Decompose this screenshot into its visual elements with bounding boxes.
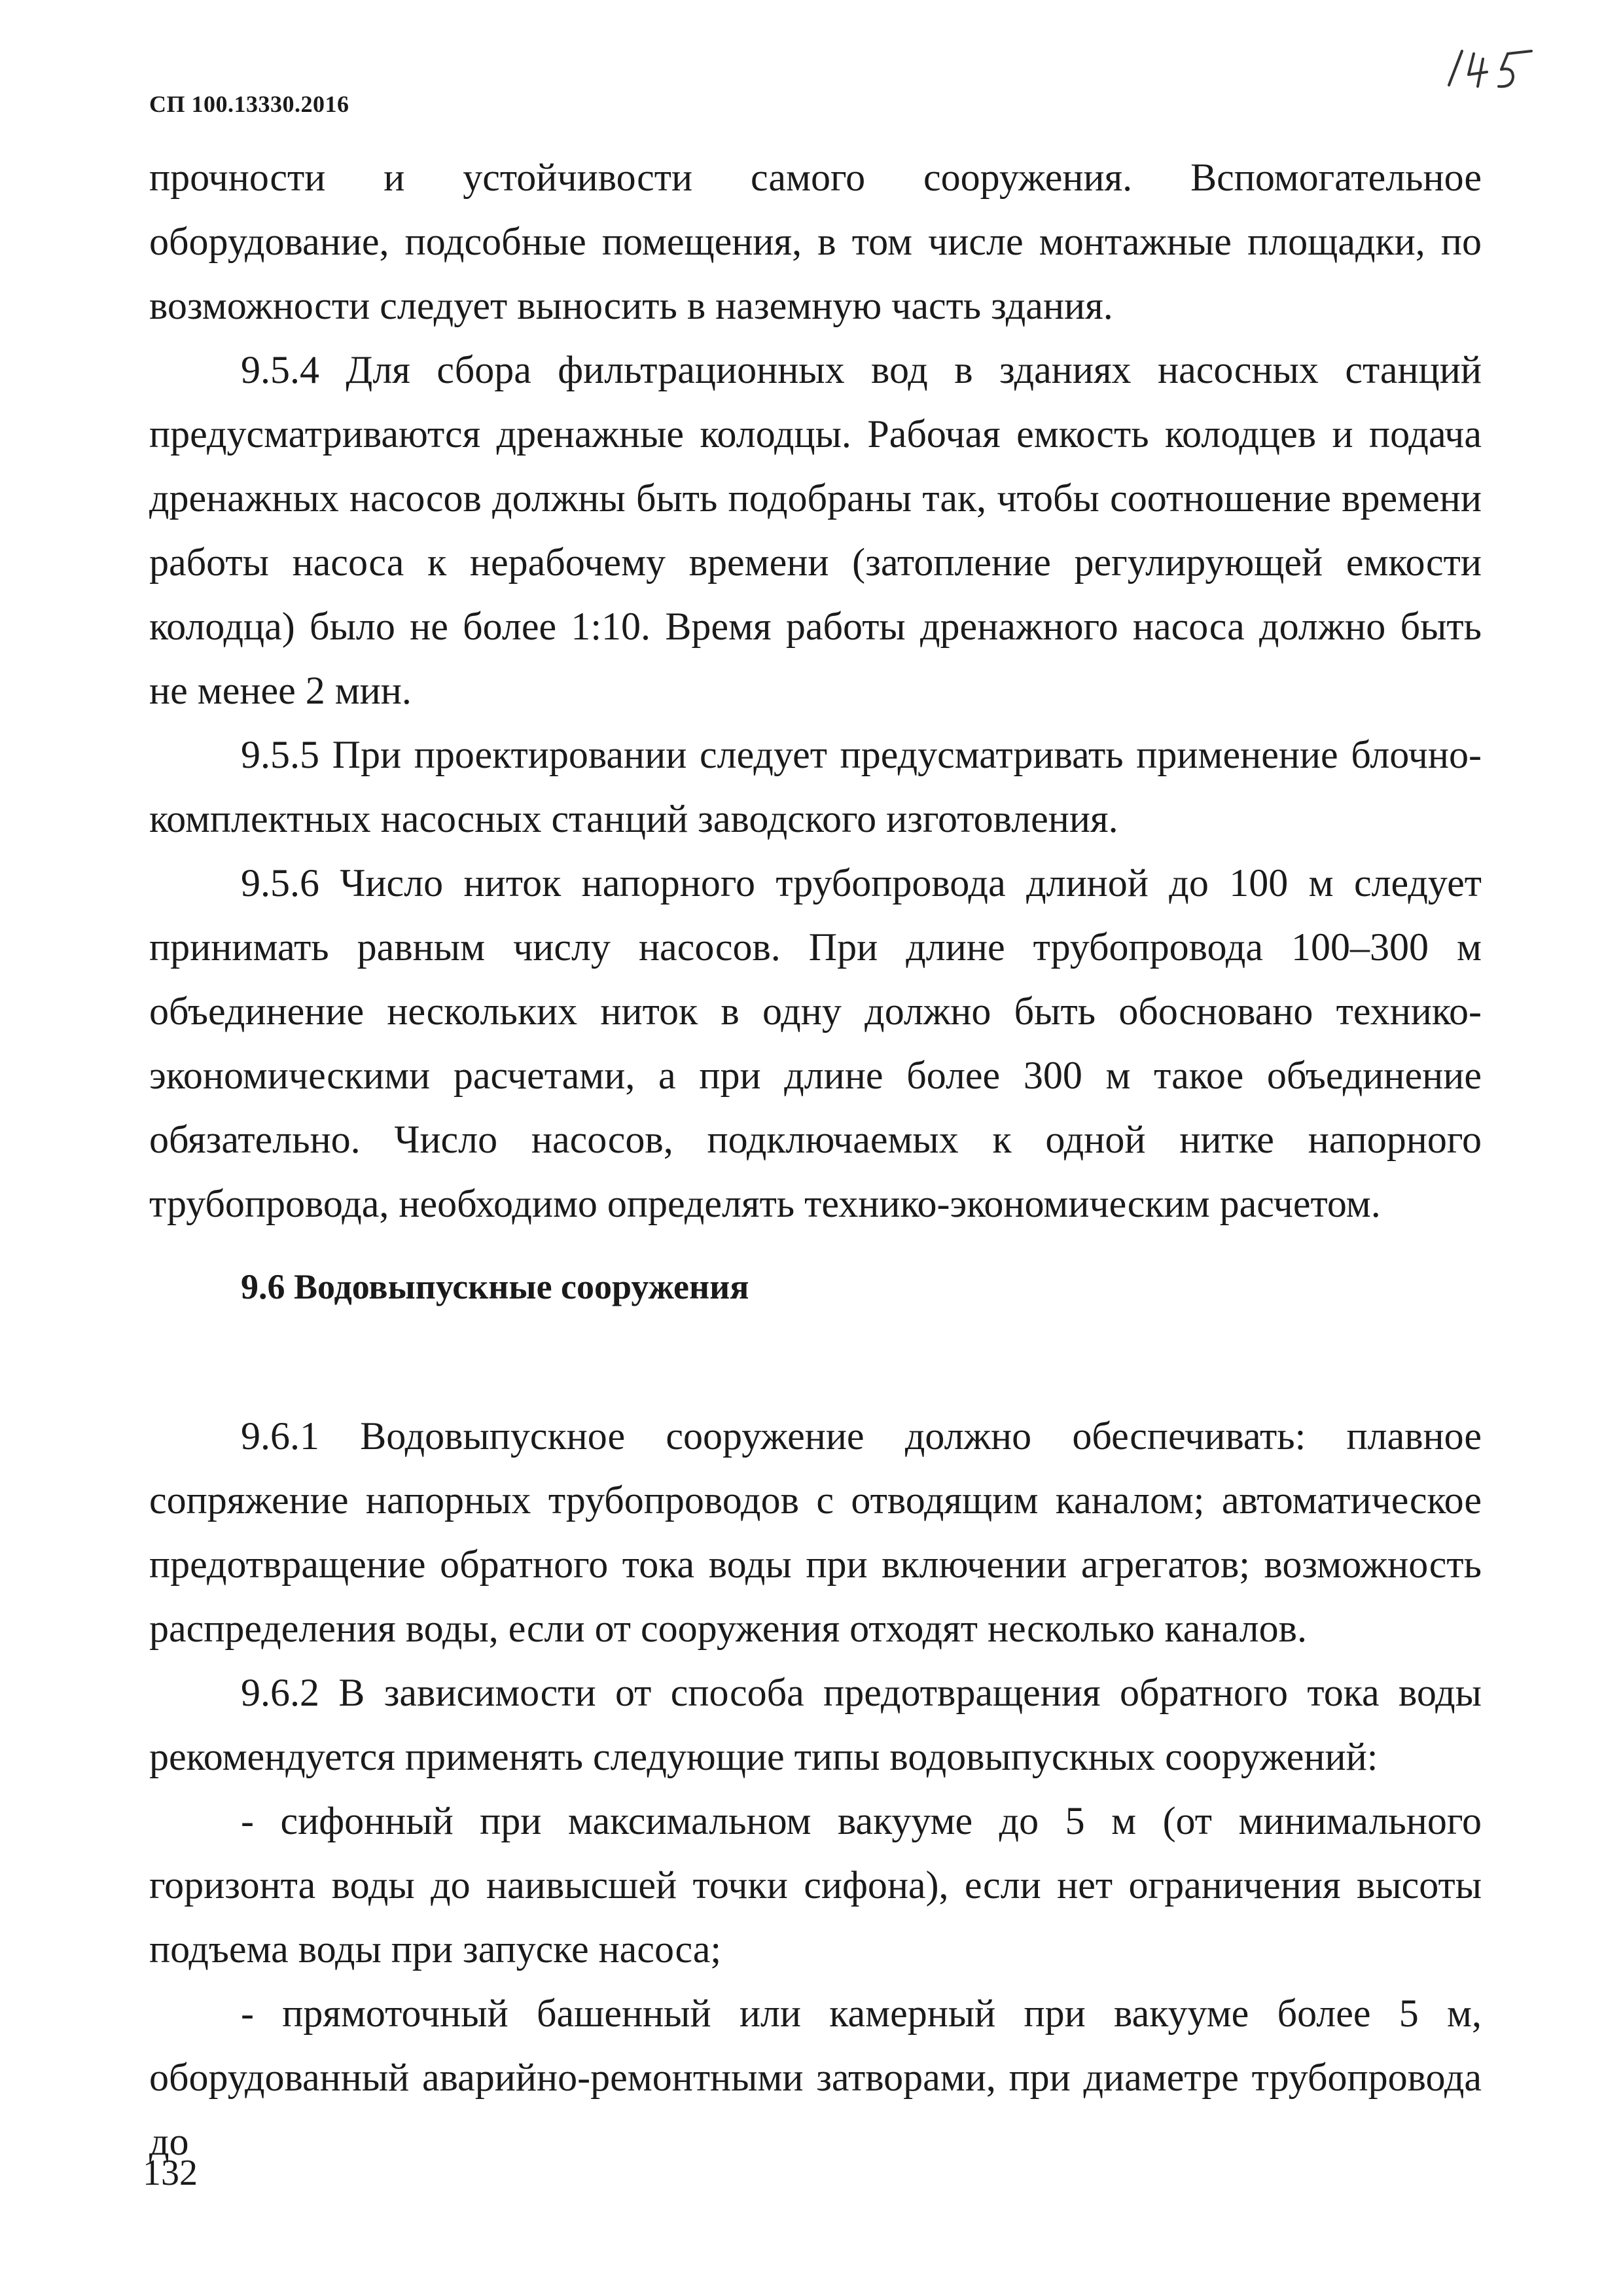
page-number: 132 xyxy=(143,2153,198,2193)
handwritten-page-number xyxy=(1440,39,1538,98)
paragraph-9-6-1: 9.6.1 Водовыпускное сооружение должно обеспечивать: плавное сопряжение напорных трубопроводов с отводящим каналом; автоматическое предотвращение обратного тока воды при включении агрегатов; возможность распределения воды, если от сооружения отходят несколько каналов. xyxy=(149,1414,1482,1650)
text-block-lower xyxy=(149,1404,1482,2174)
list-item-direct-flow: - прямоточный башенный или камерный при вакууме более 5 м, оборудованный аварийно-ремонтными затворами, при диаметре трубопровода до xyxy=(149,1992,1482,2163)
document-code: СП 100.13330.2016 xyxy=(149,91,349,117)
paragraph-9-5-5: 9.5.5 При проектировании следует предусматривать применение блочно-комплектных насосных станций заводского изготовления. xyxy=(149,733,1482,840)
paragraph-continuation: прочности и устойчивости самого сооружения. Вспомогательное оборудование, подсобные помещения, в том числе монтажные площадки, по возможности следует выносить в наземную часть здания. xyxy=(149,156,1482,327)
paragraph-9-5-4: 9.5.4 Для сбора фильтрационных вод в зданиях насосных станций предусматриваются дренажные колодцы. Рабочая емкость колодцев и подача дренажных насосов должны быть подобраны так, чтобы соотношение времени работы насоса к нерабочему времени (затопление регулирующей емкости колодца) было не более 1:10. Время работы дренажного насоса должно быть не менее 2 мин. xyxy=(149,348,1482,712)
text-block-upper xyxy=(149,145,1482,1236)
paragraph-9-6-2: 9.6.2 В зависимости от способа предотвращения обратного тока воды рекомендуется применять следующие типы водовыпускных сооружений: xyxy=(149,1671,1482,1778)
section-heading: 9.6 Водовыпускные сооружения xyxy=(241,1267,749,1306)
list-item-siphon: - сифонный при максимальном вакууме до 5 м (от минимального горизонта воды до наивысшей точки сифона), если нет ограничения высоты подъема воды при запуске насоса; xyxy=(149,1799,1482,1971)
paragraph-9-5-6: 9.5.6 Число ниток напорного трубопровода длиной до 100 м следует принимать равным числу насосов. При длине трубопровода 100–300 м объединение нескольких ниток в одну должно быть обосновано технико-экономическими расчетами, а при длине более 300 м такое объединение обязательно. Число насосов, подключаемых к одной нитке напорного трубопровода, необходимо определять технико-экономическим расчетом. xyxy=(149,861,1482,1225)
